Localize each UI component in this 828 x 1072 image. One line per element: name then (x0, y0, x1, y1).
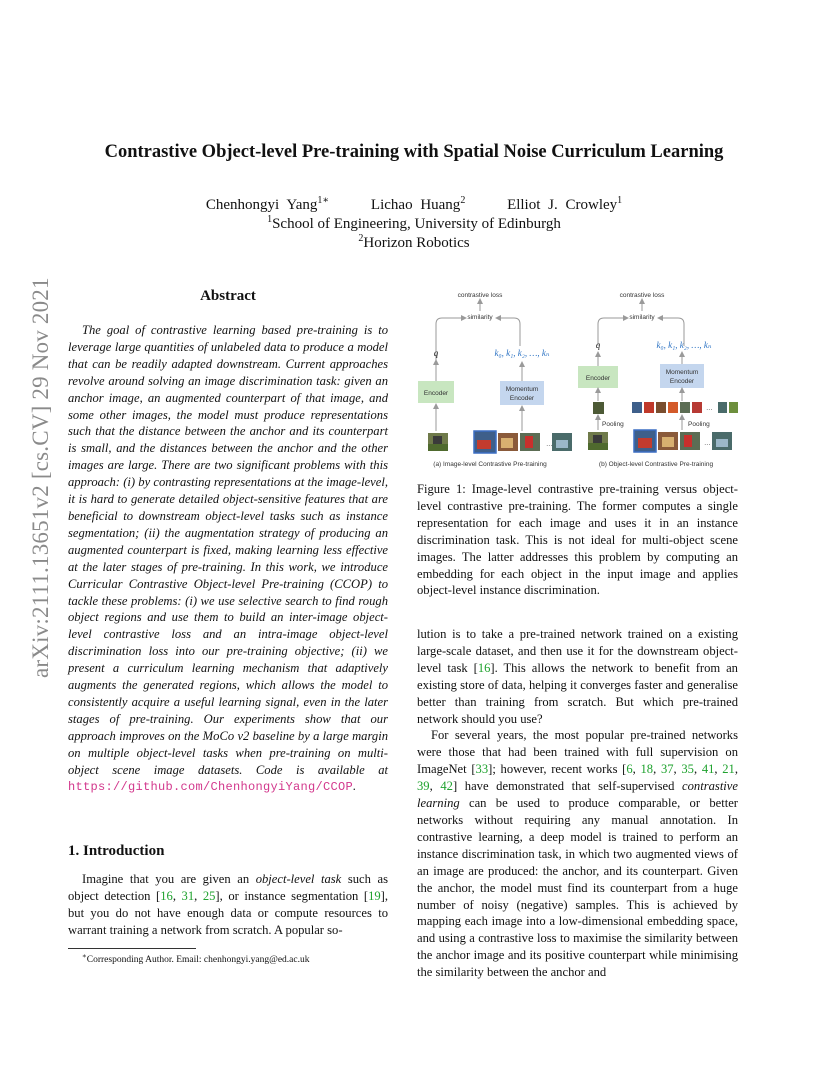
momentum-label-2: Encoder (669, 378, 695, 385)
key-object-crops (632, 402, 738, 413)
encoder-label: Encoder (585, 375, 611, 382)
citation-link[interactable]: 25 (202, 888, 216, 903)
introduction-body: Imagine that you are given an object-level task such as object detection [16, 31, 25], or instance segmentation [19], but you do not have enough data or compute resources to warrant training a network from scratch. A popular so- (68, 872, 389, 937)
similarity-label: similarity (467, 314, 493, 321)
key-images (634, 430, 732, 452)
citation-link[interactable]: 18 (640, 762, 654, 777)
query-label: q (433, 348, 439, 358)
citation-link[interactable]: 21 (722, 762, 735, 777)
citation-link[interactable]: 41 (701, 762, 715, 777)
momentum-label: Momentum (665, 369, 699, 376)
citation-link[interactable]: 31 (181, 888, 195, 903)
affiliation-2: $^2$Horizon Robotics (358, 233, 470, 251)
loss-label: contrastive loss (619, 292, 665, 299)
figure-1-caption: Figure 1: Image-level contrastive pre-training versus object-level contrastive pre-training. The former computes a single representation for each image and uses it in an instance discrimination task. This is not ideal for multi-object scene images. The latter addresses this problem by computing an embedding for each object in the input image and applies object-level instance discrimination. (417, 482, 738, 598)
arxiv-stamp (22, 277, 56, 678)
query-label: q (595, 340, 601, 350)
introduction-heading: 1. Introduction (68, 843, 165, 859)
figure-1-diagram (412, 284, 742, 474)
citation-link[interactable]: 37 (660, 762, 674, 777)
author-1: Chenhongyi Yang$^{1∗}$ (205, 195, 330, 213)
panel-image-level (418, 292, 572, 468)
pooling-label: Pooling (602, 421, 624, 428)
paper-title: Contrastive Object-level Pre-training with Spatial Noise Curriculum Learning (104, 142, 724, 162)
abstract-text: The goal of contrastive learning based pre-training is to leverage large quantities of unlabeled data to produce a model that can be readily adapted downstream. Current approaches revolve around solving an image discrimination task: given an anchor image, an augmented counterpart of that image, and some other images, the model must produce representations such that the distance between the anchor and its counterpart is small, and the distances between the anchor and the other images are large. There are two significant problems with this approach: (i) by contrasting representations at the image-level, it is hard to generate detailed object-sensitive features that are beneficial to downstream object-level tasks such as instance segmentation; (ii) the augmentation strategy of producing an augmented counterpart is fixed, making learning less effective at the later stages of pre-training. In this work, we introduce Curricular Contrastive Object-level Pre-training (CCOP) to tackle these problems: (i) we use selective search to find rough object regions and use them to build an inter-image object-level contrastive loss and an intra-image object-level discrimination loss into our pre-training objective; (ii) we present a curriculum learning mechanism that adaptively augments the generated regions, which allows the model to consistently acquire a useful learning signal, even in the later stages of pre-training. Our experiments show that our approach improves on the MoCo v2 baseline by a large margin on multiple object-level tasks when pre-training on multi-object scene image datasets. Code is available at (68, 323, 388, 777)
citation-link[interactable]: 19 (368, 888, 381, 903)
anchor-image (428, 433, 448, 451)
figure-1 (412, 284, 742, 474)
keys-label: k₀, k₁, k₂, …, kₙ (494, 348, 550, 358)
svg-text:…: … (704, 440, 711, 447)
loss-label: contrastive loss (457, 292, 503, 299)
panel-a-caption: (a) Image-level Contrastive Pre-training (433, 461, 547, 468)
code-link[interactable]: https://github.com/ChenhongyiYang/CCOP (68, 780, 354, 795)
author-2: Lichao Huang$^2$ (370, 195, 466, 213)
anchor-image (588, 432, 608, 450)
footnote: ∗Corresponding Author. Email: chenhongyi.yang@ed.ac.uk (82, 952, 310, 966)
footnote-rule (68, 948, 196, 949)
anchor-object-crop (593, 402, 604, 414)
abstract-heading: Abstract (200, 288, 256, 304)
author-3: Elliot J. Crowley$^1$ (507, 195, 623, 213)
similarity-label: similarity (629, 314, 655, 321)
panel-b-caption: (b) Object-level Contrastive Pre-training (598, 461, 714, 468)
citation-link[interactable]: 16 (477, 660, 491, 675)
affiliation-1: $^1$School of Engineering, University of Edinburgh (267, 214, 561, 232)
citation-link[interactable]: 42 (440, 779, 453, 794)
momentum-label: Momentum (505, 386, 539, 393)
encoder-label: Encoder (423, 390, 449, 397)
author-list (0, 195, 828, 214)
citation-link[interactable]: 35 (681, 762, 694, 777)
arxiv-id: arXiv:2111.13651v2 [cs.CV] 29 Nov 2021 (28, 277, 53, 678)
citation-link[interactable]: 39 (417, 779, 430, 794)
momentum-label-2: Encoder (509, 395, 535, 402)
panel-object-level (578, 292, 738, 468)
citation-link[interactable]: 16 (160, 888, 173, 903)
keys-label: k₀, k₁, k₂, …, kₙ (656, 340, 712, 350)
abstract-body: The goal of contrastive learning based pre-training is to leverage large quantities of unlabeled data to produce a model that can be readily adapted downstream. Current approaches revolve around solving an image discrimination task: given an anchor image, an augmented counterpart of that image, and some other images, the model must produce representations such that the distance between the anchor and its counterpart is small, and the distances between the anchor and the other images are large. There are two significant problems with this approach: (i) by contrasting representations at the image-level, it is hard to generate detailed object-sensitive features that are beneficial to downstream object-level tasks such as instance segmentation; (ii) the augmentation strategy of producing an augmented counterpart is fixed, making learning less effective at the later stages of pre-training. In this work, we introduce Curricular Contrastive Object-level Pre-training (CCOP) to tackle these problems: (i) we use selective search to find rough object regions and use them to build an inter-image object-level contrastive loss and an intra-image object-level discrimination loss into our pre-training objective; (ii) we present a curriculum learning mechanism that adaptively augments the generated regions, which allows the model to consistently acquire a useful learning signal, even in the later stages of pre-training. Our experiments show that our approach improves on the MoCo v2 baseline by a large margin on multiple object-level tasks when pre-training on multi-object scene image datasets. Code is available at https://github.com/ChenhongyiYang/CCOP. (68, 323, 388, 795)
key-images (474, 431, 572, 453)
citation-link[interactable]: 6 (626, 762, 633, 777)
svg-text:…: … (546, 441, 553, 448)
svg-text:…: … (706, 405, 713, 412)
pooling-label: Pooling (688, 421, 710, 428)
citation-link[interactable]: 33 (475, 762, 489, 777)
right-column-body: lution is to take a pre-trained network trained on a existing large-scale dataset, and then use it for the downstream object-level task [16]. This allows the network to benefit from an existing store of data, helping it converges faster and generalise better than training from scratch. But which pre-trained network should you use? For several years, the most popular pre-trained networks were those that had been trained with full supervision on ImageNet [33]; however, recent works [6, 18, 37, 35, 41, 21, 39, 42] have demonstrated that self-supervised contrastive learning can be used to produce comparable, or better networks without requiring any manual annotation. In contrastive learning, a deep model is trained to perform an instance discrimination task, in which two augmented views of an image are produced: the anchor, and its counterpart. Given the anchor, the model must find its counterpart from a huge number of noisy (negative) samples. This is achieved by mapping each image into a low-dimensional embedding space, and using a contrastive loss to maximise the similarity between the anchor image and its positive counterpart while minimising the similarity between the anchor and (417, 627, 738, 980)
